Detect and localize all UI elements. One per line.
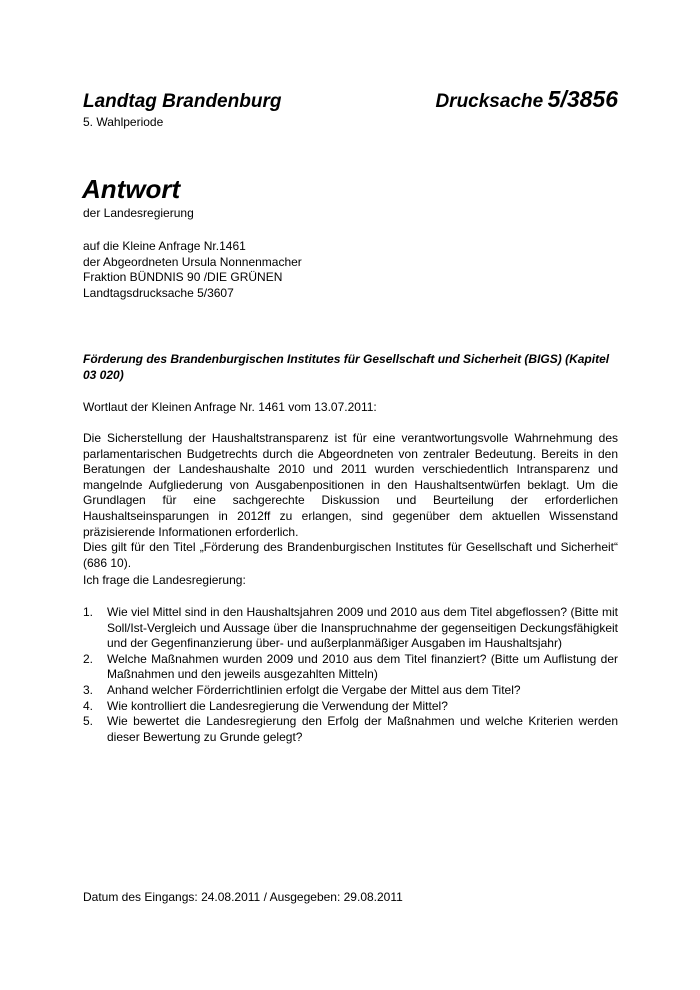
question-item [83, 652, 618, 683]
meta-line: Landtagsdrucksache 5/3607 [83, 285, 234, 300]
question-number: 1. [83, 605, 94, 619]
wortlaut-heading: Wortlaut der Kleinen Anfrage Nr. 1461 vom 13.07.2011: [83, 400, 377, 414]
document-dates: Datum des Eingangs: 24.08.2011 / Ausgegeben: 29.08.2011 [83, 890, 403, 904]
questions-list [83, 605, 618, 745]
drucksache-label [435, 86, 618, 113]
body-paragraph: Dies gilt für den Titel „Förderung des Brandenburgischen Institutes für Gesellschaft und Sicherheit“ (686 10). [83, 540, 618, 570]
document-header [83, 86, 618, 113]
question-item [83, 683, 618, 699]
inquiry-meta [83, 239, 302, 301]
inquiry-body [83, 431, 618, 571]
question-text: Anhand welcher Förderrichtlinien erfolgt die Vergabe der Mittel aus dem Titel? [107, 682, 521, 697]
question-number: 4. [83, 698, 94, 713]
meta-line: der Abgeordneten Ursula Nonnenmacher [83, 254, 302, 269]
meta-line: Fraktion BÜNDNIS 90 /DIE GRÜNEN [83, 270, 283, 284]
inquiry-subject: Förderung des Brandenburgischen Institutes für Gesellschaft und Sicherheit (BIGS) (Kapitel 03 020) [83, 352, 610, 382]
question-text: Welche Maßnahmen wurden 2009 und 2010 aus dem Titel finanziert? (Bitte um Auflistung der Maßnahmen und den jeweils ausgezahlten Mitteln) [107, 651, 618, 682]
legislative-period: 5. Wahlperiode [83, 115, 164, 129]
question-item [83, 699, 618, 715]
body-paragraph: Die Sicherstellung der Haushaltstransparenz ist für eine verantwortungsvolle Wahrnehmung des parlamentarischen Budgetrechts durch die Abgeordneten von zentraler Bedeutung. Bereits in den Beratungen der Landeshaushalte 2010 und 2011 wurden verschiedentlich Intransparenz und mangelnde Aufgliederung von Ausgabenpositionen in den Haushaltsentwürfen beklagt. Um die Grundlagen für eine sachgerechte Diskussion und Beurteilung der erforderlichen Haushaltseinsparungen in 2012ff zu erlangen, sind gegenüber dem aktuellen Wissenstand präzisierende Informationen erforderlich. [83, 431, 618, 539]
question-text: Wie bewertet die Landesregierung den Erfolg der Maßnahmen und welche Kriterien werden dieser Bewertung zu Grunde gelegt? [107, 714, 618, 744]
meta-line: auf die Kleine Anfrage Nr.1461 [83, 239, 246, 253]
question-text: Wie kontrolliert die Landesregierung die Verwendung der Mittel? [107, 698, 448, 713]
question-item [83, 605, 618, 652]
parliament-name: Landtag Brandenburg [83, 91, 282, 112]
document-author: der Landesregierung [83, 206, 194, 220]
questions-intro: Ich frage die Landesregierung: [83, 573, 246, 587]
drucksache-prefix: Drucksache [435, 91, 544, 112]
question-number: 2. [83, 651, 94, 666]
question-item [83, 714, 618, 745]
question-text: Wie viel Mittel sind in den Haushaltsjahren 2009 und 2010 aus dem Titel abgeflossen? (Bitte mit Soll/Ist-Vergleich und Aussage über die Inanspruchnahme der gegenseitigen Deckungsfähigkeit und der Gegenfinanzierung über- und außerplanmäßiger Ausgaben im Haushaltsjahr) [107, 605, 618, 651]
question-number: 3. [83, 682, 94, 697]
document-type: Antwort [82, 174, 181, 204]
question-number: 5. [83, 714, 94, 729]
drucksache-number: 5/3856 [547, 86, 618, 112]
